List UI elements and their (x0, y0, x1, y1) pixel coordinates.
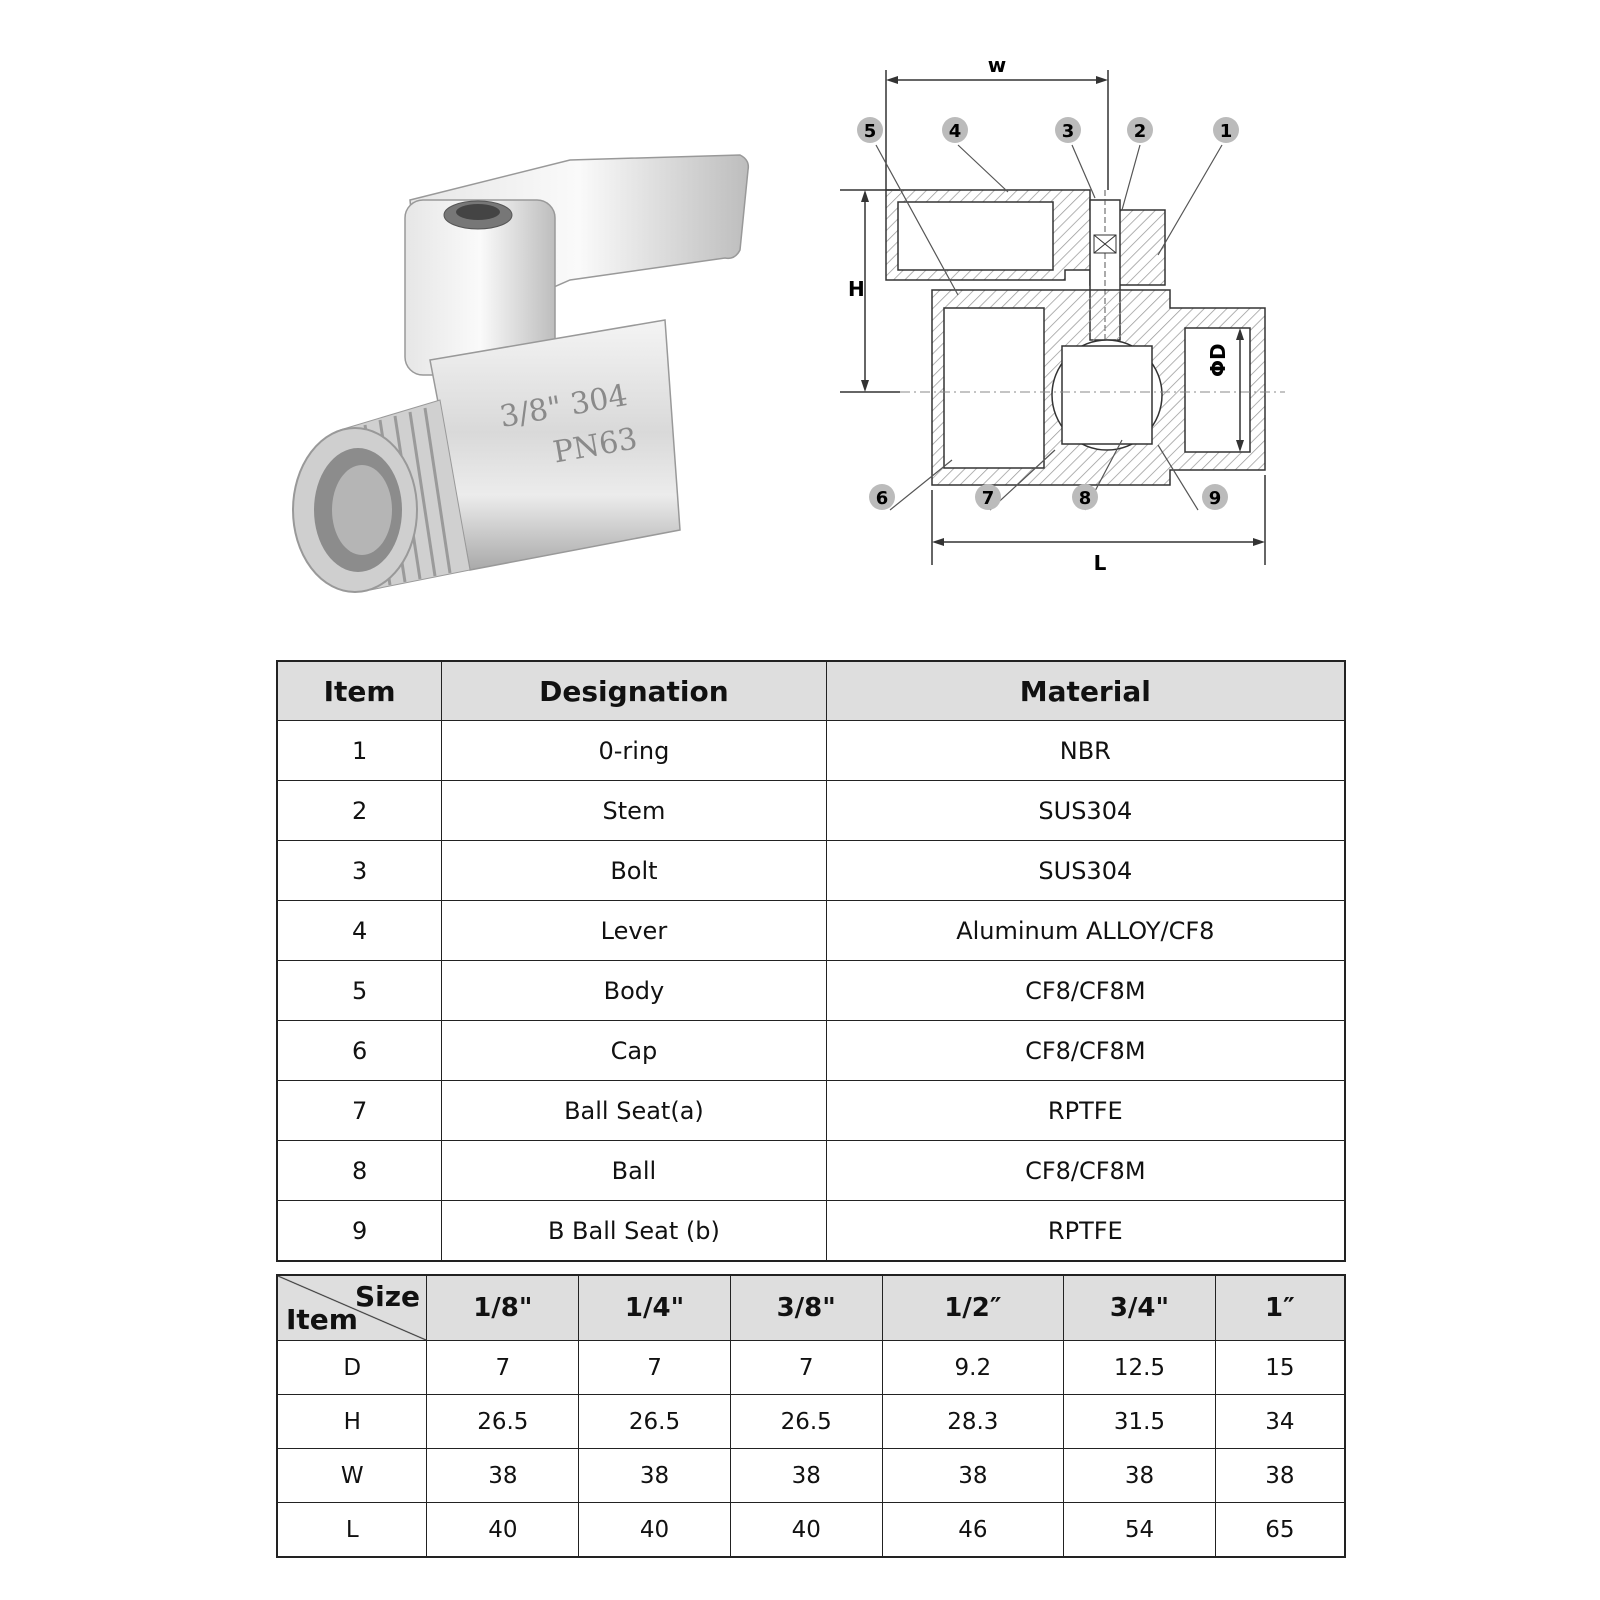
cell-value: 31.5 (1064, 1395, 1216, 1449)
cell-value: 26.5 (427, 1395, 579, 1449)
cell-value: 54 (1064, 1503, 1216, 1558)
cell-value: 28.3 (882, 1395, 1064, 1449)
callout-6 (869, 484, 895, 510)
cell-material: SUS304 (826, 781, 1345, 841)
cell-item: 1 (277, 721, 442, 781)
svg-text:9: 9 (1208, 488, 1222, 509)
dim-d-label: ΦD (1206, 343, 1230, 377)
cell-designation: B Ball Seat (b) (442, 1201, 826, 1262)
table-row (277, 1141, 1345, 1201)
table-row (277, 1395, 1345, 1449)
cell-value: 26.5 (730, 1395, 882, 1449)
parts-table (276, 660, 1346, 1262)
table-row (277, 1201, 1345, 1262)
cell-value: 38 (882, 1449, 1064, 1503)
cell-material: SUS304 (826, 841, 1345, 901)
cell-value: 38 (1215, 1449, 1345, 1503)
cell-value: 7 (730, 1341, 882, 1395)
cell-item: L (277, 1503, 427, 1558)
callout-2 (1127, 117, 1153, 143)
cell-item: 3 (277, 841, 442, 901)
cell-material: CF8/CF8M (826, 1141, 1345, 1201)
cell-value: 9.2 (882, 1341, 1064, 1395)
cell-value: 38 (1064, 1449, 1216, 1503)
cell-value: 26.5 (579, 1395, 731, 1449)
header-material: Material (826, 661, 1345, 721)
cell-value: 12.5 (1064, 1341, 1216, 1395)
cell-value: 7 (427, 1341, 579, 1395)
callout-4 (942, 117, 968, 143)
engraving-line2: PN63 (550, 421, 640, 471)
callout-9 (1202, 484, 1228, 510)
engraving-line1: 3/8" 304 (497, 378, 631, 435)
cell-item: 6 (277, 1021, 442, 1081)
svg-text:7: 7 (981, 488, 995, 509)
dim-w-label: w (987, 53, 1007, 77)
svg-text:2: 2 (1133, 121, 1147, 142)
header-size: 3/4" (1064, 1275, 1216, 1341)
cell-value: 40 (579, 1503, 731, 1558)
table-row (277, 961, 1345, 1021)
cell-value: 46 (882, 1503, 1064, 1558)
table-row (277, 841, 1345, 901)
cell-designation: Bolt (442, 841, 826, 901)
table-row (277, 1081, 1345, 1141)
cell-material: CF8/CF8M (826, 1021, 1345, 1081)
header-size: 1/2″ (882, 1275, 1064, 1341)
cell-value: 7 (579, 1341, 731, 1395)
cell-material: NBR (826, 721, 1345, 781)
cell-item: 4 (277, 901, 442, 961)
cell-value: 38 (579, 1449, 731, 1503)
cell-item: 8 (277, 1141, 442, 1201)
cell-material: RPTFE (826, 1081, 1345, 1141)
cell-item: 9 (277, 1201, 442, 1262)
cell-value: 40 (427, 1503, 579, 1558)
cell-designation: Lever (442, 901, 826, 961)
table-row (277, 721, 1345, 781)
svg-text:8: 8 (1078, 488, 1092, 509)
callout-8 (1072, 484, 1098, 510)
corner-item-label: Item (286, 1303, 358, 1336)
valve-photo (270, 130, 790, 600)
svg-text:3: 3 (1061, 121, 1075, 142)
dim-l-label: L (1093, 551, 1107, 575)
callout-7 (975, 484, 1001, 510)
table-row (277, 1341, 1345, 1395)
cell-value: 65 (1215, 1503, 1345, 1558)
corner-size-label: Size (354, 1280, 420, 1313)
cell-value: 38 (427, 1449, 579, 1503)
cell-material: CF8/CF8M (826, 961, 1345, 1021)
table-row (277, 1449, 1345, 1503)
cell-item: H (277, 1395, 427, 1449)
cell-item: 2 (277, 781, 442, 841)
header-designation: Designation (442, 661, 826, 721)
cell-designation: Ball (442, 1141, 826, 1201)
header-size: 1/8" (427, 1275, 579, 1341)
header-size: 3/8" (730, 1275, 882, 1341)
cell-item: 5 (277, 961, 442, 1021)
cell-value: 15 (1215, 1341, 1345, 1395)
header-size: 1″ (1215, 1275, 1345, 1341)
dims-header-row (277, 1275, 1345, 1341)
svg-text:6: 6 (875, 488, 889, 509)
cell-item: D (277, 1341, 427, 1395)
callout-5 (857, 117, 883, 143)
cell-designation: Body (442, 961, 826, 1021)
parts-header-row (277, 661, 1345, 721)
cell-designation: Cap (442, 1021, 826, 1081)
cell-value: 34 (1215, 1395, 1345, 1449)
table-row (277, 1503, 1345, 1558)
corner-header (277, 1275, 427, 1341)
cell-value: 38 (730, 1449, 882, 1503)
dim-h-label: H (848, 277, 865, 301)
table-row (277, 901, 1345, 961)
cell-material: RPTFE (826, 1201, 1345, 1262)
svg-text:1: 1 (1219, 121, 1233, 142)
svg-text:5: 5 (863, 121, 877, 142)
header-size: 1/4" (579, 1275, 731, 1341)
cell-item: 7 (277, 1081, 442, 1141)
cell-designation: Ball Seat(a) (442, 1081, 826, 1141)
cell-designation: Stem (442, 781, 826, 841)
dimensions-table (276, 1274, 1346, 1558)
table-row (277, 781, 1345, 841)
header-item: Item (277, 661, 442, 721)
callout-3 (1055, 117, 1081, 143)
table-row (277, 1021, 1345, 1081)
cell-material: Aluminum ALLOY/CF8 (826, 901, 1345, 961)
cell-value: 40 (730, 1503, 882, 1558)
cell-designation: 0-ring (442, 721, 826, 781)
cell-item: W (277, 1449, 427, 1503)
cross-section-diagram (840, 50, 1320, 610)
callout-1 (1213, 117, 1239, 143)
svg-text:4: 4 (948, 121, 962, 142)
